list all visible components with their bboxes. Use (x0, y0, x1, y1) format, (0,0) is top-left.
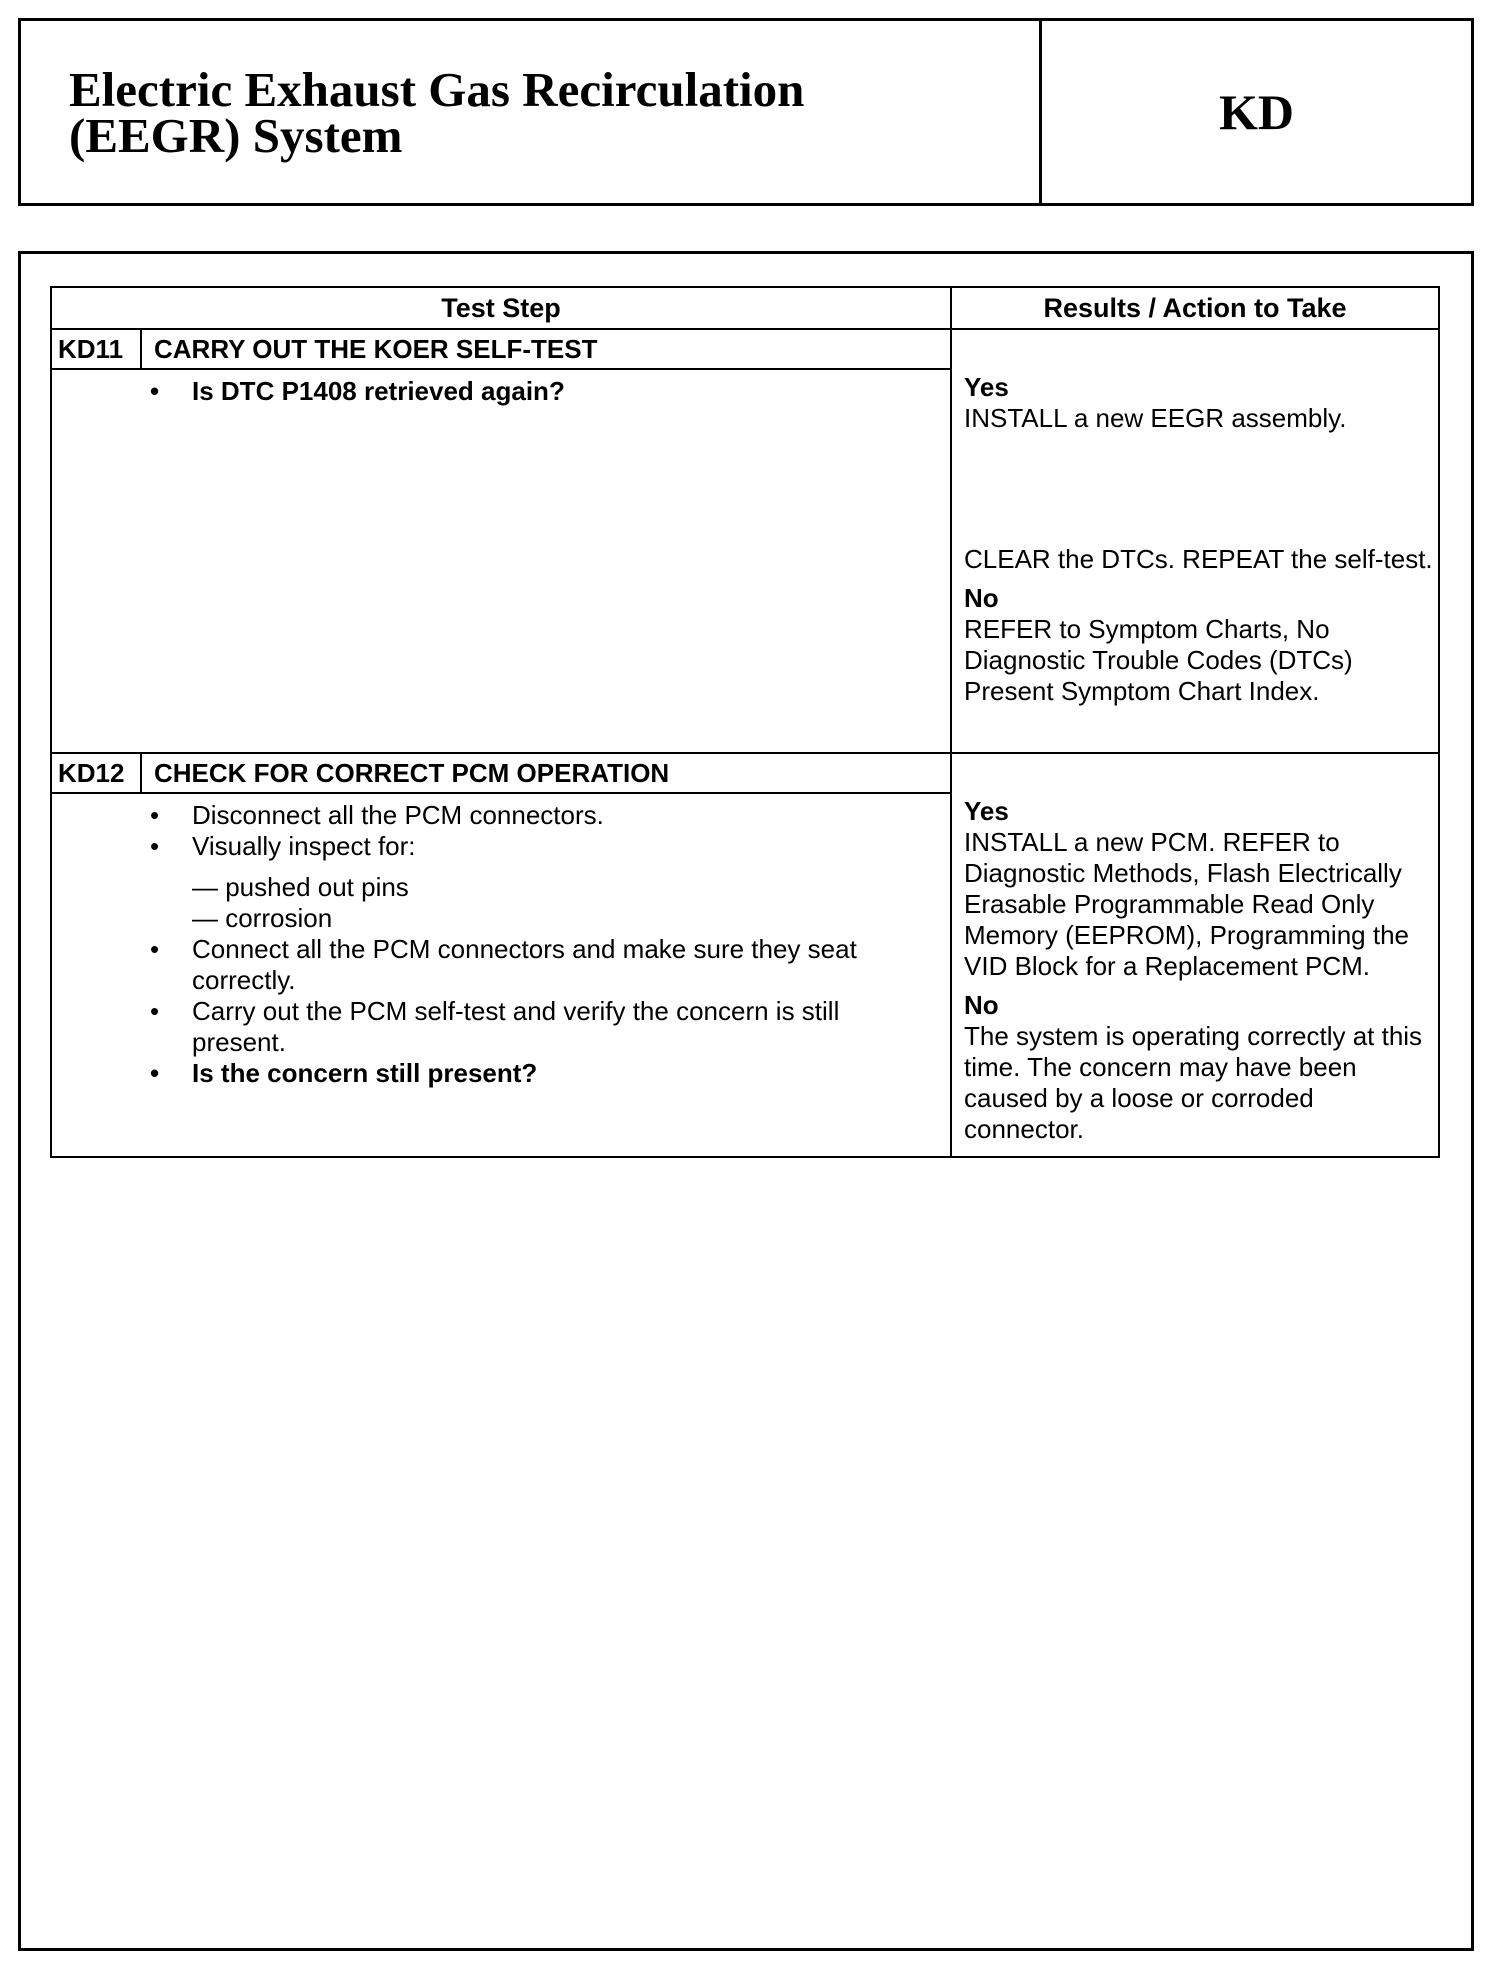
table-header-row (51, 287, 1439, 329)
no-label: No (964, 583, 999, 613)
step-title: CHECK FOR CORRECT PCM OPERATION (141, 753, 951, 793)
no-label: No (964, 990, 999, 1020)
list-item: • Is the concern still present? (192, 1058, 910, 1089)
step-bullets (52, 376, 910, 407)
step-title-row (51, 329, 1439, 369)
step-body (51, 793, 951, 1157)
sub-list-item: — pushed out pins (192, 872, 409, 902)
step-body (51, 369, 951, 753)
diagnostic-table (50, 286, 1440, 1158)
no-action: REFER to Symptom Charts, No Diagnostic Trouble Codes (DTCs) Present Symptom Chart Index. (964, 614, 1353, 706)
page-title (69, 62, 1029, 163)
column-header-test-step: Test Step (51, 287, 951, 329)
list-item: • Carry out the PCM self-test and verify the concern is still present. (192, 996, 910, 1058)
list-item: • Is DTC P1408 retrieved again? (192, 376, 910, 407)
list-item (192, 831, 910, 934)
step-results (951, 753, 1439, 1157)
yes-label: Yes (964, 796, 1009, 826)
step-title-row (51, 753, 1439, 793)
list-item: • Disconnect all the PCM connectors. (192, 800, 910, 831)
header-box (18, 18, 1474, 206)
page-title-line-2: (EEGR) System (69, 108, 403, 163)
yes-label: Yes (964, 372, 1009, 402)
list-item-text: Visually inspect for: (192, 831, 416, 861)
step-id: KD12 (51, 753, 141, 793)
step-bullets (52, 800, 910, 1089)
step-results (951, 329, 1439, 753)
list-item: • Connect all the PCM connectors and make sure they seat correctly. (192, 934, 910, 996)
section-code: KD (1219, 84, 1294, 140)
page-title-line-1: Electric Exhaust Gas Recirculation (69, 62, 805, 117)
step-id: KD11 (51, 329, 141, 369)
yes-action: INSTALL a new EEGR assembly. (964, 403, 1347, 433)
yes-action: INSTALL a new PCM. REFER to Diagnostic Methods, Flash Electrically Erasable Programmable Read Only Memory (EEPROM), Programming the VID Block for a Replacement PCM. (964, 827, 1409, 981)
no-action: The system is operating correctly at this time. The concern may have been caused by a loose or corroded connector. (964, 1021, 1423, 1144)
step-title: CARRY OUT THE KOER SELF-TEST (141, 329, 951, 369)
yes-followup: CLEAR the DTCs. REPEAT the self-test. (964, 544, 1433, 574)
sub-list-item: — corrosion (192, 903, 333, 933)
column-header-results: Results / Action to Take (951, 287, 1439, 329)
sub-list (192, 872, 910, 934)
